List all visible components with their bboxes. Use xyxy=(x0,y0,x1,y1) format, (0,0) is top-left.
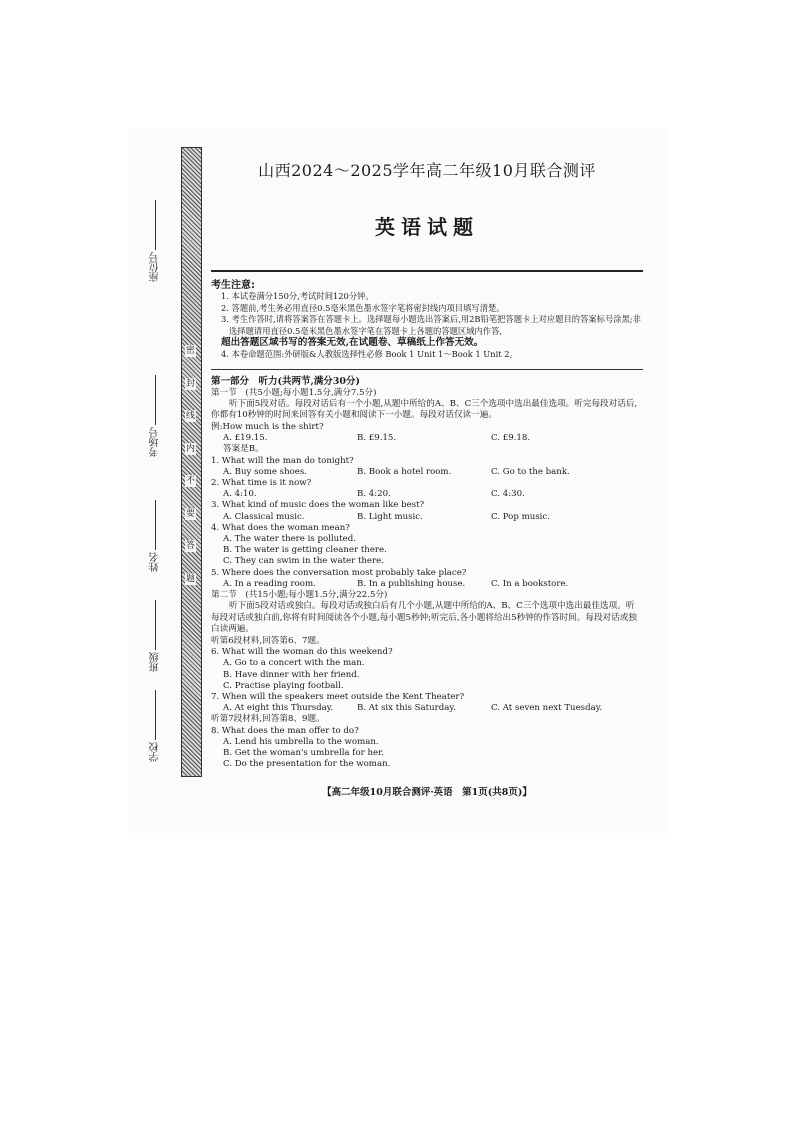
option: A. Lend his umbrella to the woman. xyxy=(223,736,379,747)
option: A. The water there is polluted. xyxy=(223,533,356,544)
question: 5. Where does the conversation most probably take place? xyxy=(211,567,467,578)
option: A. Buy some shoes. xyxy=(223,466,308,477)
option: B. £9.15. xyxy=(357,433,397,444)
note-item: 1. 本试卷满分150分,考试时间120分钟。 xyxy=(221,291,374,301)
option: C. Go to the bank. xyxy=(491,466,570,477)
option: C. 4:30. xyxy=(491,489,525,500)
example-options xyxy=(211,433,643,444)
notes-divider xyxy=(211,369,643,370)
option: A. In a reading room. xyxy=(223,578,316,589)
option: A. £19.15. xyxy=(223,433,268,444)
name-label: 姓名 xyxy=(150,552,161,572)
option: B. 4:20. xyxy=(357,489,391,500)
section-title: 第一节 (共5小题;每小题1.5分,满分7.5分) xyxy=(211,387,377,398)
seal-word: 内 xyxy=(185,443,195,454)
seat-number-field xyxy=(150,200,180,282)
seal-word: 答 xyxy=(185,541,195,552)
question: 4. What does the woman mean? xyxy=(211,522,350,533)
question: 3. What kind of music does the woman like best? xyxy=(211,500,425,511)
option: B. At six this Saturday. xyxy=(357,703,456,714)
class-label: 班级 xyxy=(150,652,161,672)
option: C. They can swim in the water there. xyxy=(223,556,384,567)
option: C. Pop music. xyxy=(491,511,550,522)
question-options xyxy=(211,579,643,590)
section-title: 第二节 (共15小题;每小题1.5分,满分22.5分) xyxy=(211,589,388,600)
question-options xyxy=(211,703,643,714)
subject-title: 英语试题 xyxy=(375,215,479,239)
exam-title: 山西2024～2025学年高二年级10月联合测评 xyxy=(258,161,596,180)
question-options xyxy=(211,467,643,478)
option: A. 4:10. xyxy=(223,489,257,500)
material-instruction: 听第7段材料,回答第8、9题。 xyxy=(211,714,325,725)
question: 7. When will the speakers meet outside the Kent Theater? xyxy=(211,691,465,702)
question-options xyxy=(211,489,643,500)
option: B. Get the woman's umbrella for her. xyxy=(223,747,385,758)
section-instructions: 听下面5段对话或独白。每段对话或独白后有几个小题,从题中所给的A、B、C三个选项中选出最佳选项。听每段对话或独白前,你将有时间阅读各个小题,每小题5秒钟;听完后,各小题将给出5秒钟的作答时间。每段对话或独白读两遍。 xyxy=(211,601,637,635)
option: B. Have dinner with her friend. xyxy=(223,669,360,680)
school-label: 学校 xyxy=(150,742,161,762)
seal-line-words xyxy=(183,345,198,585)
class-field xyxy=(150,600,180,672)
option: C. In a bookstore. xyxy=(491,578,569,589)
note-item: 2. 答题前,考生务必用直径0.5毫米黑色墨水签字笔将密封线内项目填写清楚。 xyxy=(221,302,505,313)
option: C. Practise playing football. xyxy=(223,680,344,691)
title-divider xyxy=(211,270,643,272)
seal-word: 线 xyxy=(185,411,195,422)
note-item: 3. 考生作答时,请将答案答在答题卡上。选择题每小题选出答案后,用2B铅笔把答题卡上对应题目的答案标号涂黑;非选择题请用直径0.5毫米黑色墨水签字笔在答题卡上各题的答题区域内作答, xyxy=(221,314,641,336)
question: 1. What will the man do tonight? xyxy=(211,455,354,466)
option: B. The water is getting cleaner there. xyxy=(223,545,387,556)
option: A. Classical music. xyxy=(223,511,305,522)
option: C. At seven next Tuesday. xyxy=(491,703,603,714)
exam-room-label: 考场号 xyxy=(150,427,161,457)
question: 2. What time is it now? xyxy=(211,477,312,488)
binding-margin xyxy=(150,200,180,760)
option: B. Light music. xyxy=(357,511,423,522)
notes-heading: 考生注意: xyxy=(211,280,255,291)
example-answer: 答案是B。 xyxy=(223,444,264,455)
seal-word: 封 xyxy=(185,378,195,389)
page-content xyxy=(211,150,643,770)
page-footer: 【高二年级10月联合测评·英语 第1页(共8页)】 xyxy=(322,787,532,798)
option: A. Go to a concert with the man. xyxy=(223,658,365,669)
school-field xyxy=(150,690,180,762)
question: 6. What will the woman do this weekend? xyxy=(211,647,393,658)
note-item: 4. 本卷命题范围:外研版&人教版选择性必修 Book 1 Unit 1～Book 1 Unit 2。 xyxy=(221,349,518,359)
name-field xyxy=(150,500,180,572)
option: C. £9.18. xyxy=(491,433,531,444)
material-instruction: 听第6段材料,回答第6、7题。 xyxy=(211,635,325,646)
question-options xyxy=(211,512,643,523)
option: C. Do the presentation for the woman. xyxy=(223,759,391,770)
seal-word: 要 xyxy=(185,508,195,519)
exam-room-field xyxy=(150,375,180,457)
section-instructions: 听下面5段对话。每段对话后有一个小题,从题中所给的A、B、C三个选项中选出最佳选项。听完每段对话后,你都有10秒钟的时间来回答有关小题和阅读下一小题。每段对话仅读一遍。 xyxy=(211,398,638,421)
seat-number-label: 座位号 xyxy=(150,252,161,282)
question: 8. What does the man offer to do? xyxy=(211,725,359,736)
seal-word: 题 xyxy=(185,573,195,584)
seal-word: 不 xyxy=(185,476,195,487)
part-title: 第一部分 听力(共两节,满分30分) xyxy=(211,375,361,387)
option: A. At eight this Thursday. xyxy=(223,703,334,714)
notes-block xyxy=(211,276,643,370)
option: B. In a publishing house. xyxy=(357,578,466,589)
example-question: 例:How much is the shirt? xyxy=(211,421,324,432)
option: B. Book a hotel room. xyxy=(357,466,452,477)
note-emphasis: 超出答题区域书写的答案无效,在试题卷、草稿纸上作答无效。 xyxy=(221,337,484,348)
seal-word: 密 xyxy=(185,346,195,356)
